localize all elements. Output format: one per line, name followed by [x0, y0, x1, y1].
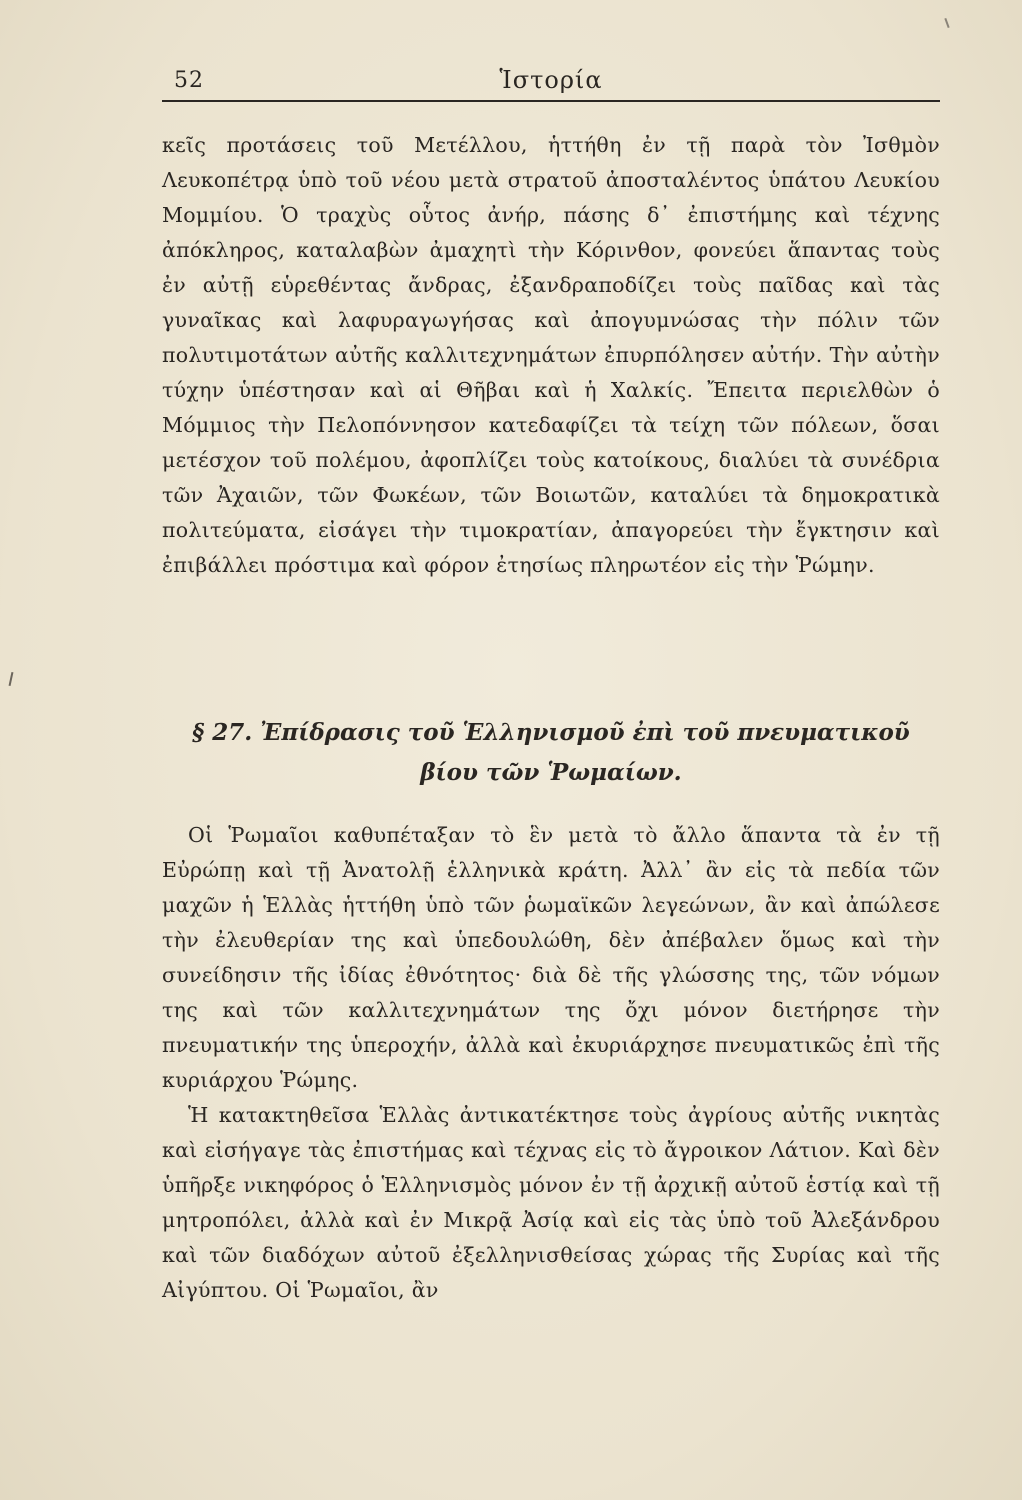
section-body [162, 818, 940, 1308]
section-paragraph: Ἡ κατακτηθεῖσα Ἑλλὰς ἀντικατέκτησε τοὺς ἀγρίους αὐτῆς νικητὰς καὶ εἰσήγαγε τὰς ἐπιστήμας καὶ τέχνας εἰς τὸ ἄγροικον Λάτιον. Καὶ δὲν ὑπῆρξε νικηφόρος ὁ Ἑλληνισμὸς μόνον ἐν τῇ ἀρχικῇ αὐτοῦ ἑστίᾳ καὶ τῇ μητροπόλει, ἀλλὰ καὶ ἐν Μικρᾷ Ἀσίᾳ καὶ εἰς τὰς ὑπὸ τοῦ Ἀλεξάνδρου καὶ τῶν διαδόχων αὐτοῦ ἐξελληνισθείσας χώρας τῆς Συρίας καὶ τῆς Αἰγύπτου. Οἱ Ῥωμαῖοι, ἂν [162, 1103, 940, 1302]
header-rule [162, 100, 940, 102]
section-heading-line1: § 27. Ἐπίδρασις τοῦ Ἑλληνισμοῦ ἐπὶ τοῦ πνευματικοῦ [192, 719, 910, 746]
page-header [162, 62, 940, 102]
body-text [162, 128, 940, 583]
running-title: Ἱστορία [499, 66, 603, 94]
section-heading-line2: βίου τῶν Ῥωμαίων. [420, 759, 682, 786]
corner-ink-mark [944, 18, 949, 28]
paragraph: κεῖς προτάσεις τοῦ Μετέλλου, ἡττήθη ἐν τῇ παρὰ τὸν Ἰσθμὸν Λευκοπέτρᾳ ὑπὸ τοῦ νέου μετὰ στρατοῦ ἀποσταλέντος ὑπάτου Λευκίου Μομμίου. Ὁ τραχὺς οὗτος ἀνήρ, πάσης δ᾽ ἐπιστήμης καὶ τέχνης ἀπόκληρος, καταλαβὼν ἀμαχητὶ τὴν Κόρινθον, φονεύει ἅπαντας τοὺς ἐν αὐτῇ εὑρεθέντας ἄνδρας, ἐξανδραποδίζει τοὺς παῖδας καὶ τὰς γυναῖκας καὶ λαφυραγωγήσας καὶ ἀπογυμνώσας τὴν πόλιν τῶν πολυτιμοτάτων αὐτῆς καλλιτεχνημάτων ἐπυρπόλησεν αὐτήν. Τὴν αὐτὴν τύχην ὑπέστησαν καὶ αἱ Θῆβαι καὶ ἡ Χαλκίς. Ἔπειτα περιελθὼν ὁ Μόμμιος τὴν Πελοπόννησον κατεδαφίζει τὰ τείχη τῶν πόλεων, ὅσαι μετέσχον τοῦ πολέμου, ἀφοπλίζει τοὺς κατοίκους, διαλύει τὰ συνέδρια τῶν Ἀχαιῶν, τῶν Φωκέων, τῶν Βοιωτῶν, καταλύει τὰ δημοκρατικὰ πολιτεύματα, εἰσάγει τὴν τιμοκρατίαν, ἀπαγορεύει τὴν ἔγκτησιν καὶ ἐπιβάλλει πρόστιμα καὶ φόρον ἐτησίως πληρωτέον εἰς τὴν Ῥώμην. [162, 133, 940, 577]
section-heading [162, 713, 940, 793]
page-number: 52 [174, 68, 204, 93]
section-paragraph: Οἱ Ῥωμαῖοι καθυπέταξαν τὸ ἓν μετὰ τὸ ἄλλο ἅπαντα τὰ ἐν τῇ Εὐρώπῃ καὶ τῇ Ἀνατολῇ ἑλληνικὰ κράτη. Ἀλλ᾽ ἂν εἰς τὰ πεδία τῶν μαχῶν ἡ Ἑλλὰς ἡττήθη ὑπὸ τῶν ῥωμαϊκῶν λεγεώνων, ἂν καὶ ἀπώλεσε τὴν ἐλευθερίαν της καὶ ὑπεδουλώθη, δὲν ἀπέβαλεν ὅμως καὶ τὴν συνείδησιν τῆς ἰδίας ἐθνότητος· διὰ δὲ τῆς γλώσσης της, τῶν νόμων της καὶ τῶν καλλιτεχνημάτων της ὄχι μόνον διετήρησε τὴν πνευματικήν της ὑπεροχήν, ἀλλὰ καὶ ἐκυριάρχησε πνευματικῶς ἐπὶ τῆς κυριάρχου Ῥώμης. [162, 823, 940, 1092]
margin-ink-mark [9, 672, 14, 686]
